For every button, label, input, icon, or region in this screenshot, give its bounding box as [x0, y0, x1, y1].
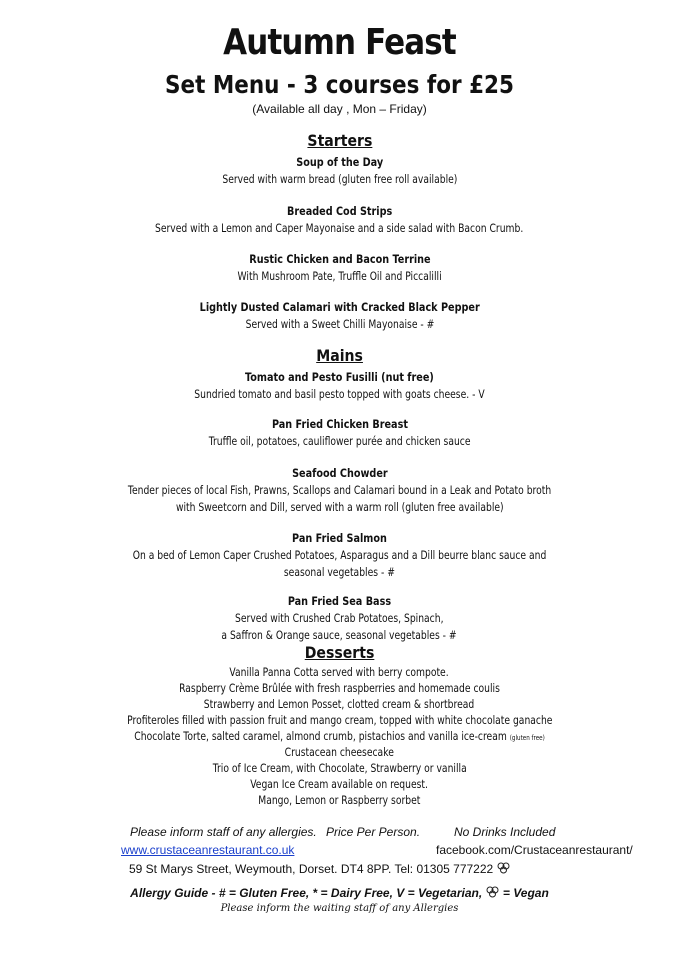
- dish-description: With Mushroom Pate, Truffle Oil and Piccalilli: [237, 269, 442, 283]
- dish-name: Rustic Chicken and Bacon Terrine: [248, 252, 431, 266]
- website-link[interactable]: www.crustaceanrestaurant.co.uk: [121, 843, 295, 857]
- mains-section: [0, 346, 679, 402]
- facebook-text: facebook.com/Crustaceanrestaurant/: [436, 843, 633, 857]
- dessert-item: Chocolate Torte, salted caramel, almond crumb, pistachios and vanilla ice-cream: [134, 729, 507, 743]
- dish-description: Truffle oil, potatoes, cauliflower purée and chicken sauce: [208, 434, 471, 448]
- dish-description: Tender pieces of local Fish, Prawns, Scallops and Calamari bound in a Leak and Potato broth: [127, 483, 552, 497]
- allergy-guide: [0, 886, 679, 900]
- vegan-label: = Vegan: [502, 886, 549, 900]
- starters-heading: Starters: [307, 131, 372, 150]
- drinks-note: No Drinks Included: [454, 825, 556, 839]
- dish-description: a Saffron & Orange sauce, seasonal vegetables - #: [221, 628, 458, 642]
- dessert-item: Raspberry Crème Brûlée with fresh raspberries and homemade coulis: [179, 681, 500, 695]
- dish-name: Soup of the Day: [296, 155, 383, 169]
- dish-name: Breaded Cod Strips: [286, 204, 393, 218]
- desserts-heading: Desserts: [304, 643, 375, 662]
- mains-heading: Mains: [316, 346, 363, 365]
- dessert-item: Profiteroles filled with passion fruit and mango cream, topped with white chocolate ganache: [126, 713, 553, 727]
- inform-waiting-staff: Please inform the waiting staff of any Allergies: [220, 903, 459, 914]
- allergies-note: Please inform staff of any allergies.: [130, 825, 317, 839]
- dish-description: Served with Crushed Crab Potatoes, Spinach,: [235, 611, 444, 625]
- dessert-item: Strawberry and Lemon Posset, clotted cream & shortbread: [204, 697, 475, 711]
- starter-item: [0, 250, 679, 284]
- starter-item: [0, 298, 679, 332]
- dish-name: Pan Fried Salmon: [292, 531, 387, 545]
- menu-subtitle: Set Menu - 3 courses for £25: [165, 70, 514, 99]
- dish-description: Sundried tomato and basil pesto topped with goats cheese. - V: [194, 387, 485, 401]
- price-note: Price Per Person.: [326, 825, 421, 839]
- dish-description: with Sweetcorn and Dill, served with a warm roll (gluten free available): [175, 500, 504, 514]
- dish-description: seasonal vegetables - #: [283, 565, 396, 579]
- dish-description: Served with a Lemon and Caper Mayonaise and a side salad with Bacon Crumb.: [155, 221, 524, 235]
- dish-name: Pan Fried Sea Bass: [287, 594, 392, 608]
- starter-item: [0, 202, 679, 236]
- main-item: [0, 529, 679, 580]
- menu-title: Autumn Feast: [223, 22, 456, 63]
- dessert-item: Vegan Ice Cream available on request.: [250, 777, 429, 791]
- dessert-item: Crustacean cheesecake: [284, 745, 395, 759]
- starters-section: [0, 131, 679, 187]
- main-item: [0, 415, 679, 449]
- dish-name: Lightly Dusted Calamari with Cracked Black Pepper: [199, 300, 480, 314]
- main-item: [0, 464, 679, 515]
- dish-name: Tomato and Pesto Fusilli (nut free): [245, 370, 434, 384]
- leaf-icon: [497, 862, 511, 875]
- desserts-section: [0, 643, 679, 808]
- dish-description: On a bed of Lemon Caper Crushed Potatoes, Asparagus and a Dill beurre blanc sauce and: [132, 548, 547, 562]
- dessert-item: Mango, Lemon or Raspberry sorbet: [258, 793, 421, 807]
- gluten-free-note: (gluten free): [509, 734, 545, 742]
- dish-description: Served with warm bread (gluten free roll available): [221, 172, 457, 186]
- leaf-icon: [486, 886, 500, 899]
- availability-note: (Available all day , Mon – Friday): [252, 102, 427, 116]
- dish-description: Served with a Sweet Chilli Mayonaise - #: [245, 317, 434, 331]
- address-text: 59 St Marys Street, Weymouth, Dorset. DT4 8PP. Tel: 01305 777222: [129, 862, 494, 876]
- dessert-item: Trio of Ice Cream, with Chocolate, Strawberry or vanilla: [212, 761, 467, 775]
- dish-name: Pan Fried Chicken Breast: [271, 417, 408, 431]
- dessert-item: Vanilla Panna Cotta served with berry compote.: [229, 665, 450, 679]
- main-item: [0, 592, 679, 643]
- allergy-guide-text: Allergy Guide - # = Gluten Free, * = Dairy Free, V = Vegetarian,: [130, 886, 483, 900]
- address-line: [129, 862, 511, 876]
- dish-name: Seafood Chowder: [291, 466, 388, 480]
